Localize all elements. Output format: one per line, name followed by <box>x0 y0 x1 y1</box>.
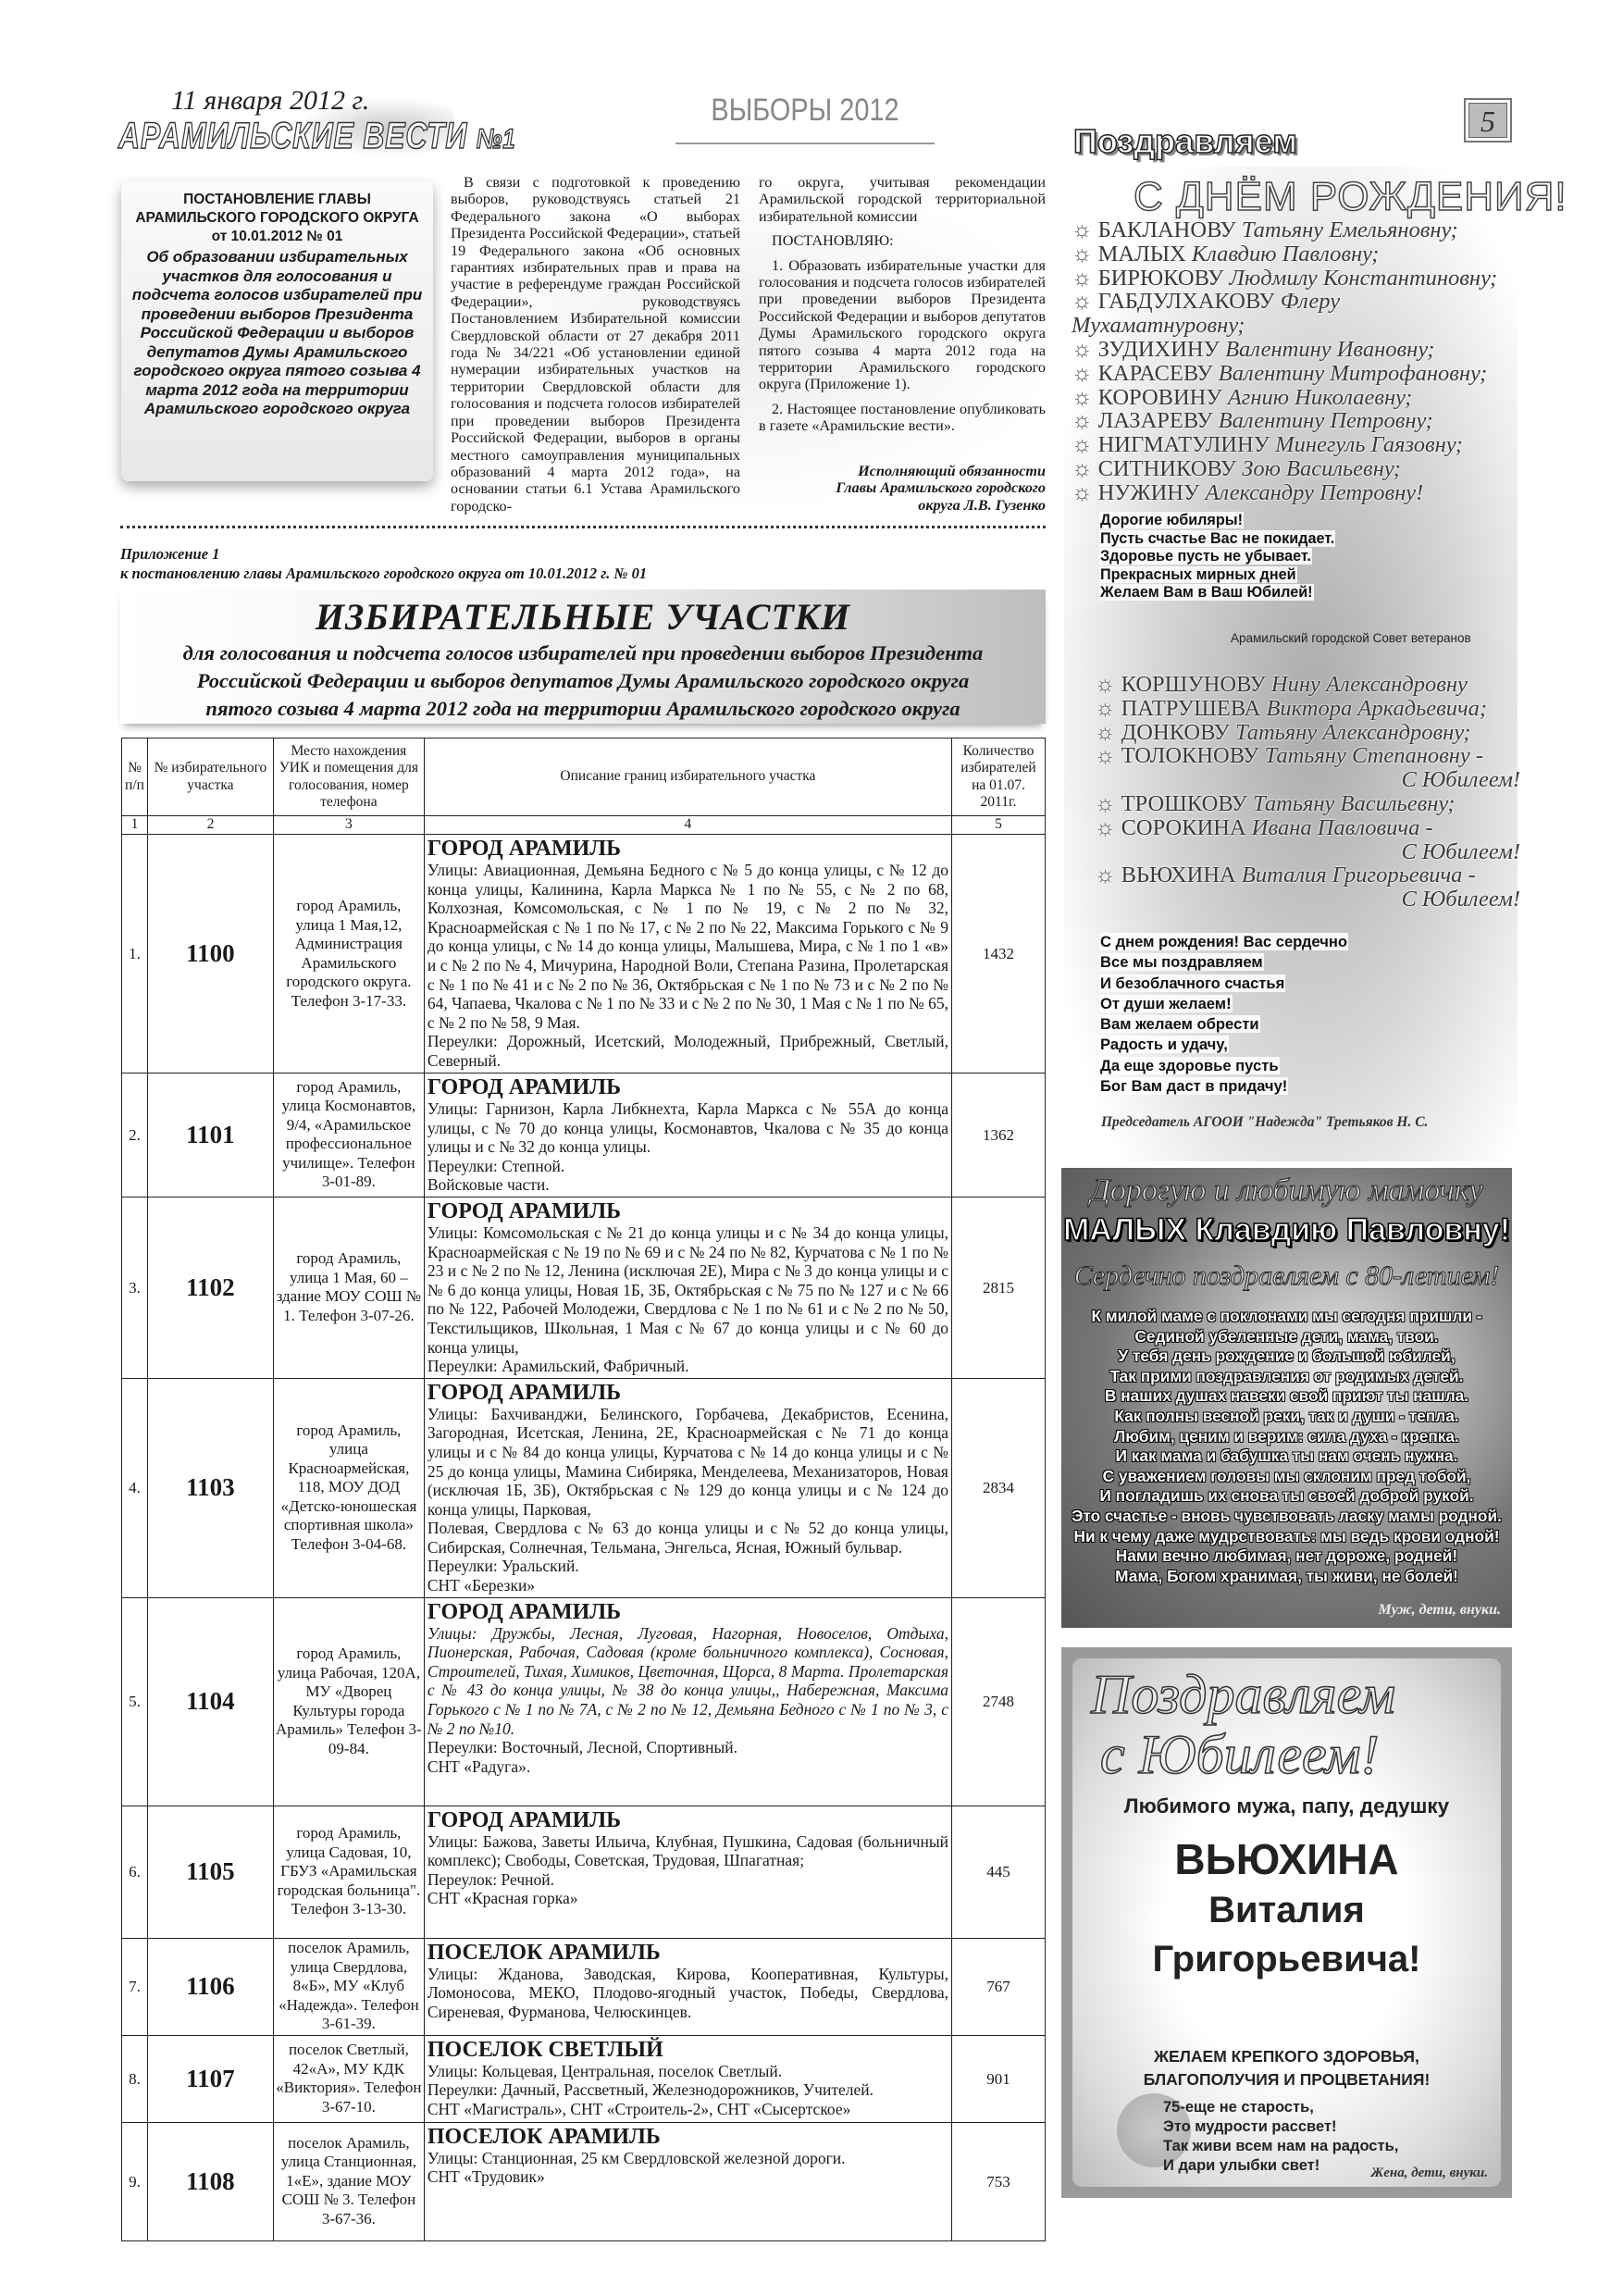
voter-count: 445 <box>952 1806 1046 1938</box>
precinct-location: город Арамиль, улица 1 Мая, 60 – здание МОУ СОШ № 1. Телефон 3-07-26. <box>273 1197 424 1378</box>
issue-date: 11 января 2012 г. <box>171 85 370 116</box>
birthday-name <box>1072 433 1516 457</box>
surname: ПАТРУШЕВА <box>1121 695 1261 721</box>
birthday-name <box>1072 481 1516 505</box>
given-name: Людмилу Константиновну; <box>1229 265 1498 291</box>
column-number: 2 <box>147 816 273 835</box>
birthday-name <box>1072 290 1516 338</box>
table-header-row <box>122 738 1046 816</box>
verse-line <box>1061 1446 1512 1467</box>
precinct-boundaries <box>424 1378 951 1597</box>
sun-icon: ☼ <box>1072 265 1098 291</box>
poem-line <box>1099 932 1348 952</box>
header-location: Место нахождения УИК и помещения для голосования, номер телефона <box>273 738 424 816</box>
boundary-paragraph: СНТ «Магистраль», СНТ «Строитель-2», СНТ «Сысертское» <box>427 2099 851 2118</box>
given-name: Татьяну Александровну; <box>1234 719 1471 745</box>
precinct-number: 1104 <box>147 1597 273 1806</box>
ad-jubilee-signature: Жена, дети, внуки. <box>1370 2166 1488 2180</box>
voter-count: 1432 <box>952 835 1046 1074</box>
verse-line <box>1163 2098 1398 2117</box>
sun-icon: ☼ <box>1072 241 1098 267</box>
birthday-name <box>1072 338 1516 362</box>
verse-line <box>1061 1367 1512 1387</box>
decree-title-line: ПОСТАНОВЛЕНИЕ ГЛАВЫ <box>183 192 371 207</box>
table-row <box>122 1597 1046 1806</box>
poem-line <box>1099 952 1348 973</box>
table-row <box>122 1938 1046 2035</box>
ad-jubilee-line1: Любимого мужа, папу, дедушку <box>1123 1794 1450 1818</box>
verse-line <box>1061 1546 1512 1567</box>
column-number-row <box>122 816 1046 835</box>
sun-icon: ☼ <box>1095 672 1121 697</box>
precinct-boundaries <box>424 2035 951 2122</box>
poem-line <box>1099 974 1348 994</box>
given-name: Зою Васильевну; <box>1242 455 1401 481</box>
boundary-heading: ГОРОД АРАМИЛЬ <box>427 1807 622 1832</box>
poem-veterans-signature: Арамильский городской Совет ветеранов <box>1231 631 1471 645</box>
page-number-box <box>1464 98 1512 143</box>
precinct-number: 1108 <box>147 2122 273 2240</box>
boundary-heading: ГОРОД АРАМИЛЬ <box>427 837 622 861</box>
verse-line-text: Так живи всем нам на радость, <box>1163 2138 1399 2154</box>
birthday-name <box>1072 409 1516 433</box>
column-number: 5 <box>952 816 1046 835</box>
surname: БАКЛАНОВУ <box>1097 217 1236 242</box>
verse-line <box>1163 2156 1398 2176</box>
given-name: Валентину Митрофановну; <box>1218 360 1488 386</box>
verse-line <box>1061 1427 1512 1447</box>
poem-line <box>1099 584 1335 602</box>
decree-title-line: от 10.01.2012 № 01 <box>211 229 343 244</box>
verse-line-text: Сединой убеленные дети, мама, твои. <box>1134 1326 1439 1346</box>
decree-text-continued: го округа, учитывая рекомендации Арамильской городской территориальной избирательной комиссии <box>759 174 1046 225</box>
birthday-name <box>1095 744 1520 768</box>
boundary-heading: ГОРОД АРАМИЛЬ <box>427 1198 622 1223</box>
verse-line-text: В наших душах навеки свой приют ты нашла. <box>1104 1386 1469 1406</box>
poem-line-text: Да еще здоровье пусть <box>1100 1056 1279 1074</box>
sun-icon: ☼ <box>1072 360 1098 386</box>
birthday-name <box>1072 386 1516 410</box>
precinct-number: 1106 <box>147 1938 273 2035</box>
boundary-heading: ПОСЕЛОК АРАМИЛЬ <box>427 1940 661 1965</box>
precinct-location: город Арамиль, улица Садовая, 10, ГБУЗ «Арамильская городская больница". Телефон 3-13-30. <box>273 1806 424 1938</box>
ad-jubilee-script-1: Поздравляем <box>1091 1664 1396 1725</box>
ad-jubilee-wish-line: ЖЕЛАЕМ КРЕПКОГО ЗДОРОВЬЯ, <box>1154 2047 1419 2066</box>
header-voters: Количество избирателей на 01.07. 2011г. <box>952 738 1046 816</box>
surname: СОРОКИНА <box>1121 814 1246 840</box>
given-name: Ивана Павловича - <box>1251 814 1433 840</box>
verse-line <box>1061 1486 1512 1507</box>
appendix-subtitle-line: пятого созыва 4 марта 2012 года на территории Арамильского городского округа <box>205 697 960 720</box>
given-name: Флеру Мухаматнуровну; <box>1072 289 1341 339</box>
precinct-boundaries <box>424 1197 951 1378</box>
precinct-number: 1107 <box>147 2035 273 2122</box>
surname: КОРОВИНУ <box>1097 384 1222 410</box>
verse-line <box>1061 1567 1512 1587</box>
poem-line <box>1099 994 1348 1014</box>
surname: ВЬЮХИНА <box>1121 863 1236 888</box>
verse-line <box>1061 1347 1512 1367</box>
birthday-name <box>1072 267 1516 291</box>
surname: КОРШУНОВУ <box>1121 672 1266 697</box>
table-row <box>122 1806 1046 1938</box>
poem-line <box>1099 1014 1348 1035</box>
precinct-boundaries <box>424 1074 951 1198</box>
precinct-number: 1105 <box>147 1806 273 1938</box>
boundary-paragraph: Улицы: Гарнизон, Карла Либкнехта, Карла Маркса с № 55А до конца улицы, с № 70 до конца улицы, Космонавтов, Чкалова с № 35 до конца улицы и с № 32 до конца улицы. <box>427 1099 948 1157</box>
sun-icon: ☼ <box>1095 790 1121 816</box>
verse-line-text: Это счастье - вновь чувствовать ласку мамы родной. <box>1072 1506 1502 1525</box>
ad-mother-line3: Сердечно поздравляем с 80-летием! <box>1073 1260 1500 1291</box>
poem-line-text: Все мы поздравляем <box>1100 953 1263 972</box>
verse-line <box>1061 1407 1512 1427</box>
verse-line-text: И погладишь их снова ты своей доброй рукой. <box>1099 1486 1474 1506</box>
greetings-heading: Поздравляем <box>1073 122 1297 160</box>
decree-item-2: 2. Настоящее постановление опубликовать в газете «Арамильские вести». <box>759 400 1046 435</box>
boundary-paragraph: Переулки: Дачный, Рассветный, Железнодорожников, Учителей. <box>427 2080 873 2100</box>
verse-line-text: И как мама и бабушка ты нам очень нужна. <box>1115 1446 1458 1466</box>
decree-signature: Главы Арамильского городского <box>836 479 1046 497</box>
verse-line <box>1061 1527 1512 1547</box>
sun-icon: ☼ <box>1072 217 1098 242</box>
poem-line-text: Бог Вам даст в придачу! <box>1100 1077 1288 1096</box>
verse-line <box>1163 2137 1398 2156</box>
boundary-paragraph: Улицы: Станционная, 25 км Свердловской железной дороги. <box>427 2148 846 2167</box>
boundary-paragraph: СНТ «Радуга». <box>427 1756 531 1776</box>
row-number: 8. <box>122 2035 148 2122</box>
scroll-background <box>1072 1658 1501 2187</box>
header-description: Описание границ избирательного участка <box>424 738 951 816</box>
boundary-paragraph: Переулок: Речной. <box>427 1869 555 1889</box>
birthday-name <box>1095 792 1520 816</box>
voter-count: 753 <box>952 2122 1046 2240</box>
jubilee-note: С Юбилеем! <box>1401 767 1520 793</box>
boundary-paragraph: Улицы: Бахчиванджи, Белинского, Горбачева, Декабристов, Есенина, Загородная, Исетская, Ленина, 2Е, Красноармейская с № 71 до конца улицы и с № 84 до конца улицы, Курчатова с № 14 до конца улицы и с № 25 до конца улицы, Мамина Сибиряка, Менделеева, Механизаторов, Новая (исключая 1Б, 3Б), Октябрьская с № 129 до конца улицы и с № 124 до конца улицы, Парковая, <box>427 1404 948 1519</box>
surname: ДОНКОВУ <box>1121 719 1230 745</box>
surname: НУЖИНУ <box>1097 479 1200 505</box>
precinct-number: 1103 <box>147 1378 273 1597</box>
ad-mother-name: МАЛЫХ Клавдию Павловну! <box>1062 1212 1511 1247</box>
table-row <box>122 1074 1046 1198</box>
verse-line-text: Нами вечно любимая, нет дороже, родней! <box>1115 1546 1458 1566</box>
verse-line-text: С уважением головы мы склоним пред тобой, <box>1102 1466 1471 1485</box>
boundary-paragraph: Улицы: Дружбы, Лесная, Луговая, Нагорная, Новоселов, Отдыха, Пионерская, Рабочая, Садовая (кроме больничного комплекса), Сосновая, Строителей, Тихая, Химиков, Цветочная, Щорса, 8 Марта. Пролетарская с № 43 до конца улицы, № 38 до конца улицы,, Набережная, Максима Горького с № 1 по № 7А, с № 2 по № 12, Демьяна Бедного с № 1 по № 3, с № 2 по №10. <box>427 1623 948 1738</box>
sun-icon: ☼ <box>1072 384 1098 410</box>
given-name: Виктора Аркадьевича; <box>1266 695 1488 721</box>
boundary-heading: ГОРОД АРАМИЛЬ <box>427 1599 622 1624</box>
row-number: 7. <box>122 1938 148 2035</box>
sun-icon: ☼ <box>1072 336 1098 362</box>
poem-line-text: Дорогие юбиляры! <box>1100 512 1243 528</box>
appendix-label <box>120 544 647 583</box>
boundary-paragraph: СНТ «Красная горка» <box>427 1889 578 1908</box>
birthday-names-list-2 <box>1095 673 1520 912</box>
voter-count: 2748 <box>952 1597 1046 1806</box>
surname: ТРОШКОВУ <box>1121 790 1248 816</box>
poem-line-text: От души желаем! <box>1100 994 1232 1012</box>
precinct-number: 1102 <box>147 1197 273 1378</box>
poem-line <box>1099 1076 1348 1097</box>
table-row <box>122 1197 1046 1378</box>
jubilee-note: С Юбилеем! <box>1401 887 1520 912</box>
poem-line-text: Желаем Вам в Ваш Юбилей! <box>1100 584 1313 601</box>
header-precinct: № избирательного участка <box>147 738 273 816</box>
appendix-title: ИЗБИРАТЕЛЬНЫЕ УЧАСТКИ <box>315 596 851 638</box>
verse-line <box>1061 1507 1512 1527</box>
masthead-logo <box>118 116 515 157</box>
given-name: Минегуль Гаязовну; <box>1275 432 1463 458</box>
precinct-location: город Арамиль, улица Космонавтов, 9/4, «Арамильское профессиональное училище». Телефон 3-01-89. <box>273 1074 424 1198</box>
jubilee-note: С Юбилеем! <box>1401 838 1520 864</box>
boundary-heading: ГОРОД АРАМИЛЬ <box>427 1380 622 1405</box>
precinct-boundaries <box>424 2122 951 2240</box>
appendix-title-box <box>120 590 1046 724</box>
poem-line <box>1099 1035 1348 1055</box>
row-number: 9. <box>122 2122 148 2240</box>
surname: МАЛЫХ <box>1097 241 1186 267</box>
section-rubric: ВЫБОРЫ 2012 <box>711 93 899 128</box>
precinct-number: 1100 <box>147 835 273 1074</box>
precinct-location: поселок Арамиль, улица Свердлова, 8«Б», МУ «Клуб «Надежда». Телефон 3-61-39. <box>273 1938 424 2035</box>
verse-line <box>1061 1386 1512 1407</box>
row-number: 4. <box>122 1378 148 1597</box>
boundary-paragraph: Улицы: Бажова, Заветы Ильича, Клубная, Пушкина, Садовая (больничный комплекс); Свободы, Советская, Трудовая, Шпагатная; <box>427 1831 948 1870</box>
masthead-title: АРАМИЛЬСКИЕ ВЕСТИ <box>118 116 468 156</box>
decree-text-column-1: В связи с подготовкой к проведению выборов, руководствуясь статьей 21 Федерального закона «О выборах Президента Российской Федерации», статьей 19 Федерального закона «Об основных гарантиях избирательных прав и права на участие в референдуме граждан Российской Федерации», руководствуясь Постановлением Избирательной комиссии Свердловской области от 27 декабря 2011 года № 34/221 «Об установлении единой нумерации избирательных участков на территории Свердловской области для голосования и подсчета голосов избирателей при проведении выборов Президента Российской Федерации, выборов в органы местного самоуправления муниципальных образований 4 марта 2012 года», на основании статьи 6.1 Устава Арамильского городско- <box>451 174 740 515</box>
boundary-paragraph: Переулки: Восточный, Лесной, Спортивный. <box>427 1738 737 1757</box>
verse-line-text: К милой маме с поклонами мы сегодня пришли - <box>1091 1307 1482 1325</box>
given-name: Валентину Петровну; <box>1218 408 1433 434</box>
precinct-boundaries <box>424 1597 951 1806</box>
boundary-paragraph: Переулки: Степной. <box>427 1156 565 1175</box>
decree-item-1: 1. Образовать избирательные участки для голосования и подсчета голосов избирателей при проведении выборов Президента Российской Федерации и выборов депутатов Думы Арамильского городского округа пятого созыва 4 марта 2012 года на территории Арамильского городского округа (Приложение 1). <box>759 256 1046 393</box>
poem-line-text: Радость и удачу, <box>1100 1036 1228 1054</box>
poem-line <box>1099 548 1335 566</box>
precinct-boundaries <box>424 835 951 1074</box>
precinct-boundaries <box>424 1806 951 1938</box>
sun-icon: ☼ <box>1072 408 1098 434</box>
voter-count: 767 <box>952 1938 1046 2035</box>
row-number: 5. <box>122 1597 148 1806</box>
row-number: 3. <box>122 1197 148 1378</box>
poem-nadezhda-signature: Председатель АГООИ "Надежда" Третьяков Н. С. <box>1101 1114 1429 1130</box>
poem-nadezhda <box>1099 932 1348 1097</box>
birthday-name <box>1072 457 1516 481</box>
greeting-ad-jubilee <box>1061 1647 1512 2198</box>
row-number: 1. <box>122 835 148 1074</box>
surname: ГАБДУЛХАКОВУ <box>1097 289 1275 315</box>
surname: НИГМАТУЛИНУ <box>1097 432 1270 458</box>
decree-title-box <box>121 181 433 481</box>
boundary-paragraph: СНТ «Трудовик» <box>427 2167 545 2187</box>
verse-line-text: Мама, Богом хранимая, ты живи, не болей! <box>1115 1566 1458 1585</box>
surname: ЗУДИХИНУ <box>1097 336 1220 362</box>
poem-line-text: Вам желаем обрести <box>1100 1015 1259 1034</box>
appendix-subtitle-line: для голосования и подсчета голосов избирателей при проведении выборов Президента <box>182 641 984 664</box>
boundary-paragraph: Переулки: Дорожный, Исетский, Молодежный, Прибрежный, Светлый, Северный. <box>427 1032 948 1070</box>
ad-mother-line1: Дорогую и любимую мамочку <box>1090 1173 1483 1208</box>
greetings-subheading: С ДНЁМ РОЖДЕНИЯ! <box>1134 174 1567 219</box>
ad-jubilee-name: Виталия <box>1208 1890 1365 1930</box>
birthday-name <box>1072 218 1516 242</box>
appendix-subtitle-line: Российской Федерации и выборов депутатов Думы Арамильского городского округа <box>196 669 970 692</box>
sun-icon: ☼ <box>1072 432 1098 458</box>
decree-signature: округа Л.В. Гузенко <box>918 496 1046 514</box>
dotted-divider <box>120 526 1046 528</box>
birthday-names-list <box>1072 218 1516 505</box>
precinct-location: город Арамиль, улица 1 Мая,12, Администрация Арамильского городского округа. Телефон 3-17-33. <box>273 835 424 1074</box>
surname: ЛАЗАРЕВУ <box>1097 408 1213 434</box>
verse-line-text: У тебя день рождение и большой юбилей, <box>1118 1347 1456 1366</box>
decree-subject: Об образовании избирательных участков для голосования и подсчета голосов избирателей при проведении выборов Президента Российской Федерации и выборов депутатов Думы Арамильского городского округа пятого созыва 4 марта 2012 года на территории Арамильского городского округа <box>131 248 423 417</box>
decree-signature: Исполняющий обязанности <box>858 462 1046 479</box>
column-number: 1 <box>122 816 148 835</box>
sun-icon: ☼ <box>1072 479 1098 505</box>
verse-line-text: И дари улыбки свет! <box>1163 2157 1320 2174</box>
sun-icon: ☼ <box>1095 719 1121 745</box>
birthday-name <box>1072 362 1516 386</box>
poem-line-text: С днем рождения! Вас сердечно <box>1100 933 1348 950</box>
given-name: Клавдию Павловну; <box>1191 241 1380 267</box>
verse-line-text: Ни к чему даже мудрствовать: мы ведь крови одной! <box>1073 1526 1500 1545</box>
verse-line-text: 75-еще не старость, <box>1163 2099 1314 2116</box>
ad-mother-verse <box>1061 1307 1512 1586</box>
given-name: Нину Александровну <box>1270 672 1468 697</box>
sun-icon: ☼ <box>1095 863 1121 888</box>
birthday-name <box>1095 863 1520 887</box>
poem-line <box>1099 512 1335 530</box>
boundary-heading: ПОСЕЛОК СВЕТЛЫЙ <box>427 2037 663 2062</box>
table-row <box>122 2035 1046 2122</box>
birthday-name <box>1095 673 1520 697</box>
given-name: Александру Петровну! <box>1205 479 1424 505</box>
precinct-location: поселок Светлый, 42«А», МУ КДК «Виктория». Телефон 3-67-10. <box>273 2035 424 2122</box>
sun-icon: ☼ <box>1072 455 1098 481</box>
birthday-name <box>1072 242 1516 267</box>
given-name: Агнию Николаевну; <box>1227 384 1413 410</box>
poem-line-text: И безоблачного счастья <box>1100 974 1285 992</box>
verse-line-text: Как полны весной реки, так и души - тепла. <box>1114 1406 1459 1425</box>
surname: КАРАСЕВУ <box>1097 360 1213 386</box>
row-number: 6. <box>122 1806 148 1938</box>
boundary-paragraph: Улицы: Комсомольская с № 21 до конца улицы и с № 34 до конца улицы, Красноармейская с № 19 по № 69 и с № 24 по № 82, Курчатова с № 1 по № 23 и с № 2 по № 12, Ленина (исключая 2Е), Мира с № 3 до конца улицы и с № 6 до конца улицы, Новая 1Б, 3Б, Октябрьская с № 75 по № 127 и с № 66 по № 122, Рабочей Молодежи, Свердлова с № 1 по № 61 и с № 2 по № 50, Текстильщиков, Школьная, 1 Мая с № 67 до конца улицы и с № 60 до конца улицы, <box>427 1222 948 1357</box>
page-number: 5 <box>1468 103 1507 138</box>
poem-line-text: Здоровье пусть не убывает. <box>1100 548 1311 565</box>
verse-line-text: Это мудрости рассвет! <box>1163 2118 1337 2135</box>
voter-count: 901 <box>952 2035 1046 2122</box>
ad-jubilee-wish-line: БЛАГОПОЛУЧИЯ И ПРОЦВЕТАНИЯ! <box>1143 2070 1431 2089</box>
decree-title-line: АРАМИЛЬСКОГО ГОРОДСКОГО ОКРУГА <box>135 210 419 226</box>
greeting-ad-mother <box>1061 1168 1512 1628</box>
poem-line <box>1099 1056 1348 1076</box>
verse-line <box>1061 1307 1512 1327</box>
given-name: Виталия Григорьевича - <box>1241 863 1476 888</box>
birthday-name <box>1095 816 1520 840</box>
voter-count: 2815 <box>952 1197 1046 1378</box>
ad-jubilee-wish <box>1072 2045 1501 2091</box>
precinct-location: город Арамиль, улица Рабочая, 120А, МУ «Дворец Культуры города Арамиль» Телефон 3-09-84. <box>273 1597 424 1806</box>
table-row <box>122 2122 1046 2240</box>
table-row <box>122 1378 1046 1597</box>
decree-text-column-2 <box>759 174 1046 514</box>
sun-icon: ☼ <box>1095 695 1121 721</box>
poem-line <box>1099 530 1335 549</box>
ad-jubilee-surname: ВЬЮХИНА <box>1174 1835 1399 1883</box>
precinct-boundaries <box>424 1938 951 2035</box>
verse-line-text: Любим, ценим и верим: сила духа - крепка. <box>1114 1426 1459 1446</box>
precinct-location: город Арамиль, улица Красноармейская, 118, МОУ ДОД «Детско-юношеская спортивная школа» Телефон 3-04-68. <box>273 1378 424 1597</box>
given-name: Татьяну Васильевну; <box>1253 790 1456 816</box>
surname: СИТНИКОВУ <box>1097 455 1237 481</box>
poem-line <box>1099 566 1335 585</box>
verse-line-text: Так прими поздравления от родимых детей. <box>1109 1366 1464 1385</box>
sun-icon: ☼ <box>1095 814 1121 840</box>
boundary-paragraph: Полевая, Свердлова с № 63 до конца улицы и с № 52 до конца улицы, Сибирская, Солнечная, Тельмана, Энгельса, Ясная, Южный бульвар. <box>427 1519 948 1557</box>
appendix-number: Приложение 1 <box>120 545 220 563</box>
surname: ТОЛОКНОВУ <box>1121 743 1259 769</box>
boundary-paragraph: Улицы: Авиационная, Демьяна Бедного с № 5 до конца улицы, с № 12 до конца улицы, Калинина, Карла Маркса № 1 по № 55, с № 2 по 68, Колхозная, Комсомольская, с № 1 по № 19, с № 2 по № 32, Красноармейская с № 1 по № 17, с № 2 по № 22, Максима Горького с № 9 до конца улицы, с № 14 до конца улицы, Малышева, Мира, с № 1 по 1 «в» и с № 2 по № 4, Мичурина, Народной Воли, Степана Разина, Пролетарская с № 1 по № 41 и с № 2 по № 36, Октябрьская с № 1 по № 73 и с № 2 по № 64, Чапаева, Чкалова с № 1 по № 33 и с № 2 по № 30, 1 Мая с № 1 по № 65, с № 2 по № 58, 9 Мая. <box>427 861 948 1032</box>
sun-icon: ☼ <box>1095 743 1121 769</box>
appendix-subtitle <box>120 639 1046 723</box>
voter-count: 2834 <box>952 1378 1046 1597</box>
decree-resolve: ПОСТАНОВЛЯЮ: <box>772 232 894 250</box>
header-row-number: № п/п <box>122 738 148 816</box>
birthday-name <box>1095 697 1520 721</box>
surname: БИРЮКОВУ <box>1097 265 1224 291</box>
precinct-number: 1101 <box>147 1074 273 1198</box>
ad-jubilee-verse <box>1163 2098 1398 2176</box>
poem-line-text: Пусть счастье Вас не покидает. <box>1100 529 1335 547</box>
boundary-paragraph: СНТ «Березки» <box>427 1576 536 1595</box>
given-name: Татьяну Емельяновну; <box>1241 217 1458 242</box>
birthday-name <box>1095 721 1520 745</box>
table-row <box>122 835 1046 1074</box>
given-name: Татьяну Степановну - <box>1264 743 1484 769</box>
ad-jubilee-patronymic: Григорьевича! <box>1152 1939 1421 1980</box>
voter-count: 1362 <box>952 1074 1046 1198</box>
issue-number: №1 <box>476 124 516 155</box>
boundary-paragraph: Переулки: Уральский. <box>427 1557 579 1576</box>
appendix-reference: к постановлению главы Арамильского городского округа от 10.01.2012 г. № 01 <box>120 565 648 582</box>
boundary-heading: ГОРОД АРАМИЛЬ <box>427 1075 622 1099</box>
boundary-paragraph: Улицы: Жданова, Заводская, Кирова, Кооперативная, Культуры, Ломоносова, МЕКО, Плодово-ягодный участок, Победы, Свердлова, Сиреневая, Фурманова, Челюскинцев. <box>427 1964 948 2021</box>
poem-line-text: Прекрасных мирных дней <box>1100 565 1296 583</box>
precinct-location: поселок Арамиль, улица Станционная, 1«Е», здание МОУ СОШ № 3. Телефон 3-67-36. <box>273 2122 424 2240</box>
ad-mother-signature: Муж, дети, внуки. <box>1378 1602 1501 1618</box>
ad-jubilee-script-2: с Юбилеем! <box>1100 1724 1380 1785</box>
rubric-underline <box>675 143 935 144</box>
boundary-heading: ПОСЕЛОК АРАМИЛЬ <box>427 2124 661 2149</box>
verse-line <box>1061 1467 1512 1487</box>
poem-veterans <box>1099 512 1335 602</box>
column-number: 3 <box>273 816 424 835</box>
given-name: Валентину Ивановну; <box>1225 336 1435 362</box>
boundary-paragraph: Войсковые части. <box>427 1175 550 1195</box>
boundary-paragraph: Переулки: Арамильский, Фабричный. <box>427 1357 689 1376</box>
verse-line <box>1163 2117 1398 2137</box>
boundary-paragraph: Улицы: Кольцевая, Центральная, поселок Светлый. <box>427 2061 783 2080</box>
verse-line <box>1061 1327 1512 1347</box>
row-number: 2. <box>122 1074 148 1198</box>
precincts-table <box>121 738 1046 2241</box>
sun-icon: ☼ <box>1072 289 1098 315</box>
column-number: 4 <box>424 816 951 835</box>
